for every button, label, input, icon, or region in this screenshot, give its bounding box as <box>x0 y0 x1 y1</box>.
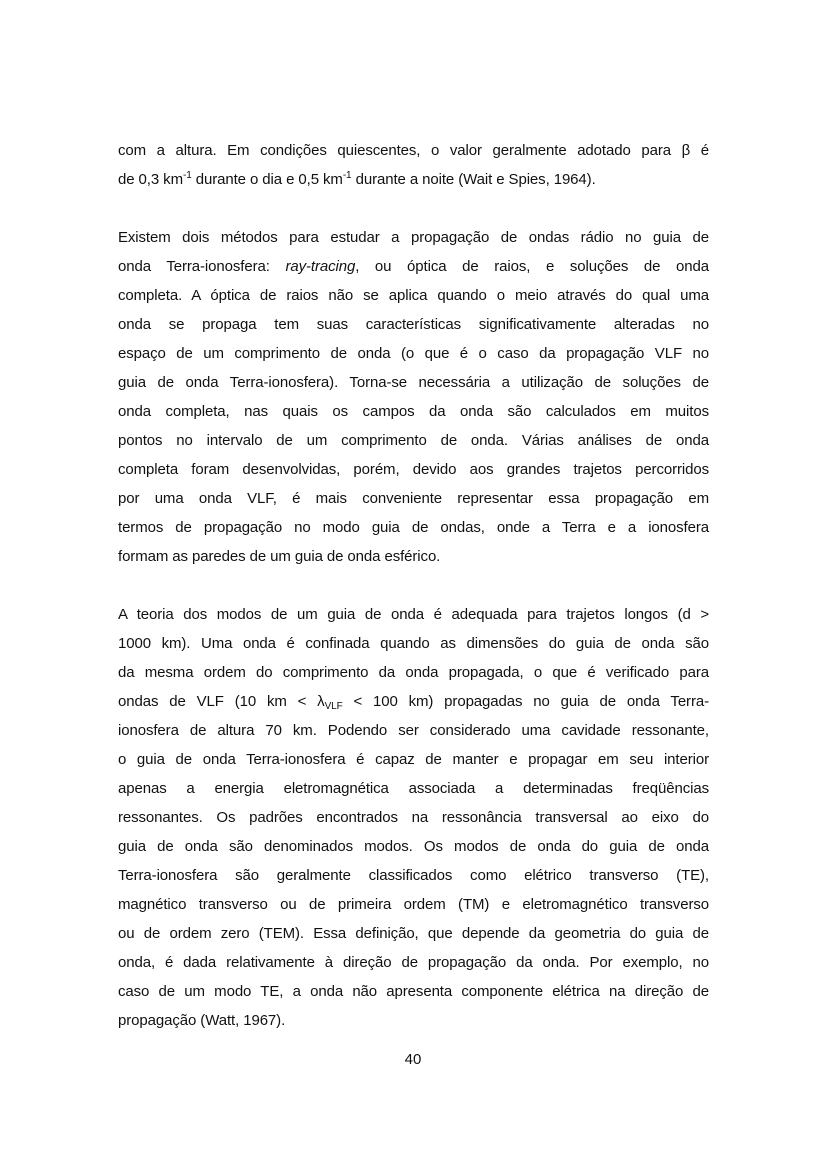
paragraph-continuation <box>118 136 709 194</box>
subscript: VLF <box>324 701 343 712</box>
text-line: caso de um modo TE, a onda não apresenta componente elétrica na direção de <box>118 983 709 1000</box>
text-fragment: < 100 km) propagadas no guia de onda Terra- <box>342 693 709 710</box>
text-line: 1000 km). Uma onda é confinada quando as dimensões do guia de onda são <box>118 635 709 652</box>
text-line: ou de ordem zero (TEM). Essa definição, que depende da geometria do guia de <box>118 925 709 942</box>
superscript: -1 <box>182 170 192 181</box>
paragraph-modes <box>118 600 709 1035</box>
text-fragment: com a altura. Em condições quiescentes, o valor geralmente adotado para <box>118 142 682 159</box>
superscript: -1 <box>342 170 352 181</box>
beta-symbol: β <box>681 142 691 159</box>
text-line: formam as paredes de um guia de onda esférico. <box>118 548 441 565</box>
text-line: completa. A óptica de raios não se aplica quando o meio através do qual uma <box>118 287 709 304</box>
text-line: A teoria dos modos de um guia de onda é adequada para trajetos longos (d > <box>118 606 709 623</box>
text-fragment: durante o dia e 0,5 km <box>191 171 343 188</box>
text-fragment: de 0,3 km <box>118 171 183 188</box>
text-line: propagação (Watt, 1967). <box>118 1012 286 1029</box>
text-line: apenas a energia eletromagnética associada a determinadas freqüências <box>118 780 709 797</box>
text-line <box>118 687 709 716</box>
text-line: ressonantes. Os padrões encontrados na ressonância transversal ao eixo do <box>118 809 709 826</box>
page-number: 40 <box>404 1051 422 1068</box>
text-line: Terra-ionosfera são geralmente classificados como elétrico transverso (TE), <box>118 867 709 884</box>
italic-term: ray-tracing <box>285 258 356 275</box>
text-line: guia de onda Terra-ionosfera). Torna-se necessária a utilização de soluções de <box>118 374 709 391</box>
text-fragment: é <box>690 142 709 159</box>
text-fragment: , ou óptica de raios, e soluções de onda <box>355 258 709 275</box>
text-line: onda completa, nas quais os campos da onda são calculados em muitos <box>118 403 709 420</box>
paragraph-spacer <box>118 194 709 223</box>
text-fragment: onda Terra-ionosfera: <box>118 258 286 275</box>
text-line: termos de propagação no modo guia de ondas, onde a Terra e a ionosfera <box>118 519 709 536</box>
text-line <box>118 136 709 165</box>
text-line: o guia de onda Terra-ionosfera é capaz de manter e propagar em seu interior <box>118 751 709 768</box>
text-line: completa foram desenvolvidas, porém, devido aos grandes trajetos percorridos <box>118 461 709 478</box>
text-line: Existem dois métodos para estudar a propagação de ondas rádio no guia de <box>118 229 709 246</box>
text-fragment: durante a noite (Wait e Spies, 1964). <box>351 171 596 188</box>
text-line: pontos no intervalo de um comprimento de onda. Várias análises de onda <box>118 432 709 449</box>
text-line: guia de onda são denominados modos. Os modos de onda do guia de onda <box>118 838 709 855</box>
text-line: espaço de um comprimento de onda (o que é o caso da propagação VLF no <box>118 345 709 362</box>
text-line: por uma onda VLF, é mais conveniente representar essa propagação em <box>118 490 709 507</box>
text-line: da mesma ordem do comprimento da onda propagada, o que é verificado para <box>118 664 709 681</box>
text-line: onda, é dada relativamente à direção de propagação da onda. Por exemplo, no <box>118 954 709 971</box>
text-line <box>118 252 709 281</box>
paragraph-methods <box>118 223 709 571</box>
document-page <box>118 136 709 1035</box>
text-line: ionosfera de altura 70 km. Podendo ser considerado uma cavidade ressonante, <box>118 722 709 739</box>
paragraph-spacer <box>118 571 709 600</box>
lambda-symbol: λ <box>317 693 325 710</box>
text-line: magnético transverso ou de primeira ordem (TM) e eletromagnético transverso <box>118 896 709 913</box>
text-fragment: ondas de VLF (10 km < <box>118 693 318 710</box>
text-line: onda se propaga tem suas características significativamente alteradas no <box>118 316 709 333</box>
text-line <box>118 165 709 194</box>
